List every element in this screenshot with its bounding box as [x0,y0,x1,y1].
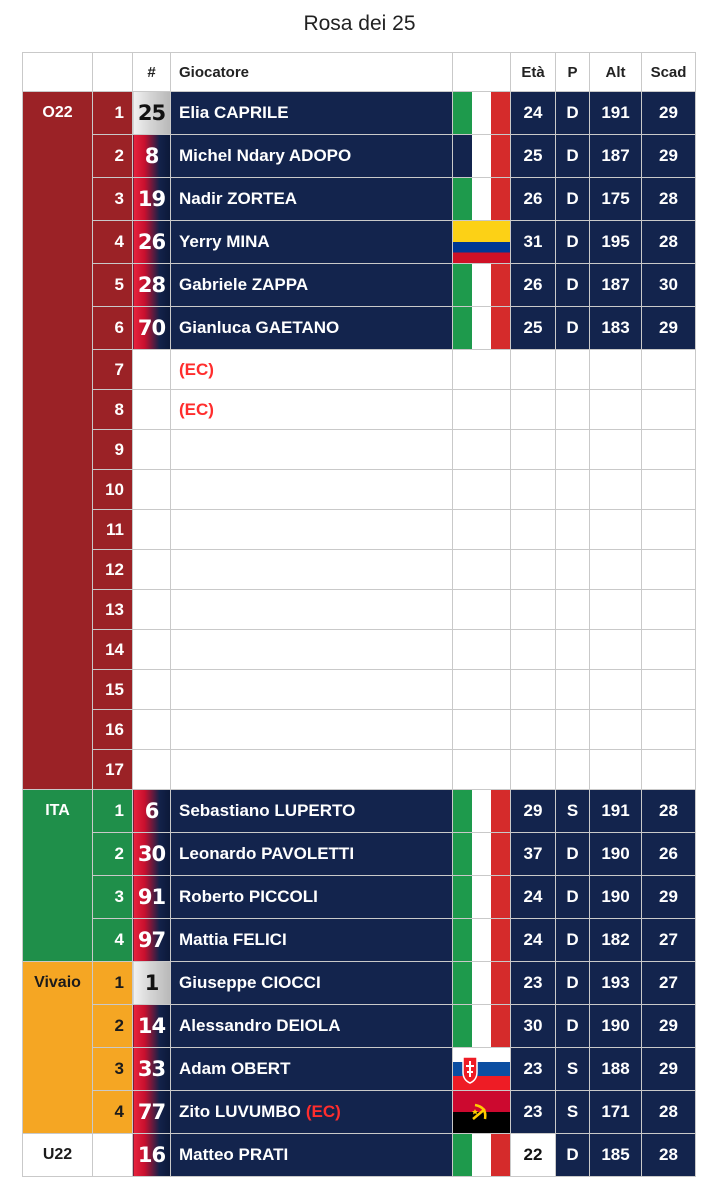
age-cell [511,430,556,470]
empty-slot-row [23,430,696,470]
shirt-number [133,670,171,710]
empty-slot-row [23,630,696,670]
player-name [171,221,453,264]
empty-slot-row [23,510,696,550]
player-row [23,919,696,962]
age-cell: 37 [511,833,556,876]
age-cell [511,670,556,710]
height-cell [590,750,642,790]
row-index: 1 [93,790,133,833]
height-cell: 191 [590,92,642,135]
row-index: 3 [93,876,133,919]
shirt-number: 16 [133,1134,171,1177]
shirt-number: 1 [133,962,171,1005]
empty-slot-row [23,710,696,750]
flag-cell [453,670,511,710]
flag-cell [453,710,511,750]
position-cell: D [556,876,590,919]
row-index: 4 [93,1091,133,1134]
expiry-cell [642,630,696,670]
position-cell [556,670,590,710]
nationality-flag [453,1005,511,1048]
row-index: 1 [93,92,133,135]
height-cell: 190 [590,876,642,919]
height-cell: 193 [590,962,642,1005]
nationality-flag [453,1091,511,1134]
player-row [23,1091,696,1134]
header-number: # [133,53,171,92]
age-cell [511,750,556,790]
player-name [171,919,453,962]
player-name-text: Leonardo PAVOLETTI [179,844,355,863]
nationality-flag [453,307,511,350]
player-row [23,1005,696,1048]
row-index: 5 [93,264,133,307]
player-name [171,178,453,221]
shirt-number: 6 [133,790,171,833]
position-cell: D [556,962,590,1005]
height-cell: 187 [590,135,642,178]
shirt-number: 25 [133,92,171,135]
player-row [23,92,696,135]
row-index: 1 [93,962,133,1005]
flag-cell [453,430,511,470]
italy-flag-icon [453,833,510,875]
player-name [171,1134,453,1177]
height-cell: 191 [590,790,642,833]
height-cell: 171 [590,1091,642,1134]
age-cell: 25 [511,307,556,350]
player-row [23,962,696,1005]
empty-slot-row [23,670,696,710]
player-row [23,264,696,307]
expiry-cell [642,470,696,510]
empty-slot-row [23,470,696,510]
row-index: 9 [93,430,133,470]
player-name-text: Mattia FELICI [179,930,287,949]
position-cell: D [556,1134,590,1177]
expiry-cell: 28 [642,1091,696,1134]
row-index: 13 [93,590,133,630]
nationality-flag [453,135,511,178]
expiry-cell [642,430,696,470]
flag-cell [453,350,511,390]
nationality-flag [453,92,511,135]
height-cell: 182 [590,919,642,962]
italy-flag-icon [453,1134,510,1176]
expiry-cell [642,350,696,390]
shirt-number [133,710,171,750]
player-name [171,876,453,919]
player-row [23,178,696,221]
age-cell [511,350,556,390]
category-label-vivaio: Vivaio [23,962,93,1134]
player-row [23,307,696,350]
player-name-text: Yerry MINA [179,232,270,251]
age-cell [511,550,556,590]
empty-slot-row [23,390,696,430]
player-row [23,876,696,919]
empty-slot-row [23,750,696,790]
italy-flag-icon [453,1005,510,1047]
height-cell: 190 [590,833,642,876]
expiry-cell [642,590,696,630]
expiry-cell [642,750,696,790]
shirt-number: 14 [133,1005,171,1048]
player-name [171,135,453,178]
player-name-text: Adam OBERT [179,1059,291,1078]
age-cell: 22 [511,1134,556,1177]
position-cell: D [556,135,590,178]
ec-badge: (EC) [179,359,214,379]
position-cell [556,470,590,510]
nationality-flag [453,1134,511,1177]
player-name-text: Elia CAPRILE [179,103,289,122]
height-cell [590,430,642,470]
shirt-number [133,470,171,510]
expiry-cell: 27 [642,962,696,1005]
player-name [171,750,453,790]
player-name [171,1091,453,1134]
age-cell: 29 [511,790,556,833]
age-cell [511,630,556,670]
page-title: Rosa dei 25 [303,12,416,35]
player-name-text: Matteo PRATI [179,1145,289,1164]
shirt-number: 33 [133,1048,171,1091]
row-index: 2 [93,1005,133,1048]
position-cell [556,590,590,630]
expiry-cell: 29 [642,92,696,135]
shirt-number: 77 [133,1091,171,1134]
italy-flag-icon [453,919,510,961]
italy-flag-icon [453,307,510,349]
row-index: 11 [93,510,133,550]
height-cell [590,630,642,670]
player-name [171,710,453,750]
ec-badge: (EC) [305,1102,341,1121]
player-name [171,510,453,550]
position-cell [556,630,590,670]
italy-flag-icon [453,264,510,306]
position-cell [556,510,590,550]
nationality-flag [453,919,511,962]
expiry-cell [642,710,696,750]
height-cell [590,550,642,590]
shirt-number: 97 [133,919,171,962]
position-cell: D [556,833,590,876]
header-height: Alt [590,53,642,92]
expiry-cell [642,670,696,710]
position-cell: D [556,92,590,135]
row-index: 14 [93,630,133,670]
height-cell [590,470,642,510]
age-cell: 23 [511,1091,556,1134]
player-name [171,470,453,510]
flag-cell [453,510,511,550]
header-flag [453,53,511,92]
header-expiry: Scad [642,53,696,92]
height-cell: 175 [590,178,642,221]
height-cell [590,670,642,710]
age-cell [511,390,556,430]
age-cell: 24 [511,919,556,962]
shirt-number [133,430,171,470]
header-index [93,53,133,92]
height-cell: 195 [590,221,642,264]
empty-slot-row [23,590,696,630]
italy-flag-icon [453,178,510,220]
expiry-cell: 28 [642,790,696,833]
header-position: P [556,53,590,92]
nationality-flag [453,221,511,264]
position-cell [556,390,590,430]
expiry-cell: 27 [642,919,696,962]
player-name [171,350,453,390]
row-index: 2 [93,833,133,876]
player-name [171,390,453,430]
nationality-flag [453,178,511,221]
shirt-number: 19 [133,178,171,221]
expiry-cell [642,390,696,430]
height-cell [590,350,642,390]
age-cell: 23 [511,1048,556,1091]
player-name [171,630,453,670]
player-name-text: Sebastiano LUPERTO [179,801,356,820]
age-cell: 26 [511,264,556,307]
expiry-cell: 30 [642,264,696,307]
player-name [171,1048,453,1091]
row-index: 7 [93,350,133,390]
player-name-text: Roberto PICCOLI [179,887,318,906]
empty-slot-row [23,350,696,390]
player-name [171,590,453,630]
expiry-cell: 28 [642,221,696,264]
expiry-cell: 29 [642,876,696,919]
age-cell: 26 [511,178,556,221]
player-name-text: Gianluca GAETANO [179,318,340,337]
row-index [93,1134,133,1177]
italy-flag-icon [453,962,510,1004]
player-name-text: Gabriele ZAPPA [179,275,309,294]
player-row [23,135,696,178]
shirt-number: 30 [133,833,171,876]
height-cell: 188 [590,1048,642,1091]
player-name [171,790,453,833]
expiry-cell [642,550,696,590]
expiry-cell: 28 [642,178,696,221]
height-cell: 183 [590,307,642,350]
player-row [23,1048,696,1091]
position-cell [556,550,590,590]
expiry-cell: 29 [642,307,696,350]
italy-flag-icon [453,790,510,832]
shirt-number: 28 [133,264,171,307]
expiry-cell [642,510,696,550]
row-index: 17 [93,750,133,790]
nationality-flag [453,1048,511,1091]
colombia-flag-icon [453,221,510,263]
player-name [171,1005,453,1048]
shirt-number [133,350,171,390]
age-cell [511,510,556,550]
player-name [171,307,453,350]
row-index: 10 [93,470,133,510]
header-row [23,53,696,92]
angola-flag-icon [453,1091,510,1133]
player-row [23,1134,696,1177]
roster-table [22,52,696,1177]
category-label-o22: O22 [23,92,93,790]
italy-flag-icon [453,92,510,134]
player-name [171,550,453,590]
player-name [171,264,453,307]
expiry-cell: 26 [642,833,696,876]
nationality-flag [453,962,511,1005]
row-index: 2 [93,135,133,178]
flag-cell [453,550,511,590]
nationality-flag [453,264,511,307]
height-cell: 185 [590,1134,642,1177]
shirt-number [133,510,171,550]
row-index: 12 [93,550,133,590]
position-cell [556,350,590,390]
shirt-number [133,390,171,430]
position-cell: S [556,790,590,833]
nationality-flag [453,790,511,833]
age-cell: 30 [511,1005,556,1048]
nationality-flag [453,876,511,919]
player-name [171,833,453,876]
position-cell: S [556,1048,590,1091]
row-index: 3 [93,178,133,221]
age-cell [511,590,556,630]
height-cell [590,510,642,550]
row-index: 6 [93,307,133,350]
height-cell [590,390,642,430]
row-index: 15 [93,670,133,710]
expiry-cell: 29 [642,1048,696,1091]
flag-cell [453,590,511,630]
position-cell: D [556,178,590,221]
flag-cell [453,750,511,790]
age-cell: 23 [511,962,556,1005]
player-row [23,790,696,833]
age-cell [511,470,556,510]
row-index: 4 [93,221,133,264]
ec-badge: (EC) [179,399,214,419]
expiry-cell: 29 [642,135,696,178]
shirt-number [133,550,171,590]
italy-flag-icon [453,876,510,918]
player-row [23,221,696,264]
category-label-u22: U22 [23,1134,93,1177]
age-cell: 31 [511,221,556,264]
position-cell: S [556,1091,590,1134]
shirt-number: 26 [133,221,171,264]
height-cell [590,710,642,750]
flag-cell [453,470,511,510]
age-cell: 25 [511,135,556,178]
row-index: 3 [93,1048,133,1091]
height-cell: 187 [590,264,642,307]
expiry-cell: 28 [642,1134,696,1177]
position-cell: D [556,264,590,307]
header-player: Giocatore [171,53,453,92]
header-age: Età [511,53,556,92]
position-cell [556,430,590,470]
player-name-text: Alessandro DEIOLA [179,1016,341,1035]
age-cell: 24 [511,876,556,919]
shirt-number: 91 [133,876,171,919]
player-name-text: Giuseppe CIOCCI [179,973,321,992]
player-name-text: Nadir ZORTEA [179,189,298,208]
flag-cell [453,390,511,430]
position-cell [556,750,590,790]
row-index: 16 [93,710,133,750]
shirt-number: 70 [133,307,171,350]
expiry-cell: 29 [642,1005,696,1048]
nationality-flag [453,833,511,876]
slovakia-flag-icon [453,1048,510,1090]
age-cell: 24 [511,92,556,135]
player-name [171,670,453,710]
position-cell: D [556,221,590,264]
shirt-number: 8 [133,135,171,178]
shirt-number [133,750,171,790]
player-name-text: Michel Ndary ADOPO [179,146,352,165]
height-cell [590,590,642,630]
position-cell [556,710,590,750]
height-cell: 190 [590,1005,642,1048]
row-index: 8 [93,390,133,430]
flag-cell [453,630,511,670]
shirt-number [133,630,171,670]
category-label-ita: ITA [23,790,93,962]
age-cell [511,710,556,750]
france-flag-icon [453,135,510,177]
position-cell: D [556,307,590,350]
row-index: 4 [93,919,133,962]
header-category [23,53,93,92]
empty-slot-row [23,550,696,590]
position-cell: D [556,1005,590,1048]
player-name [171,962,453,1005]
shirt-number [133,590,171,630]
player-name-text: Zito LUVUMBO [179,1102,301,1121]
position-cell: D [556,919,590,962]
player-name [171,92,453,135]
player-row [23,833,696,876]
player-name [171,430,453,470]
